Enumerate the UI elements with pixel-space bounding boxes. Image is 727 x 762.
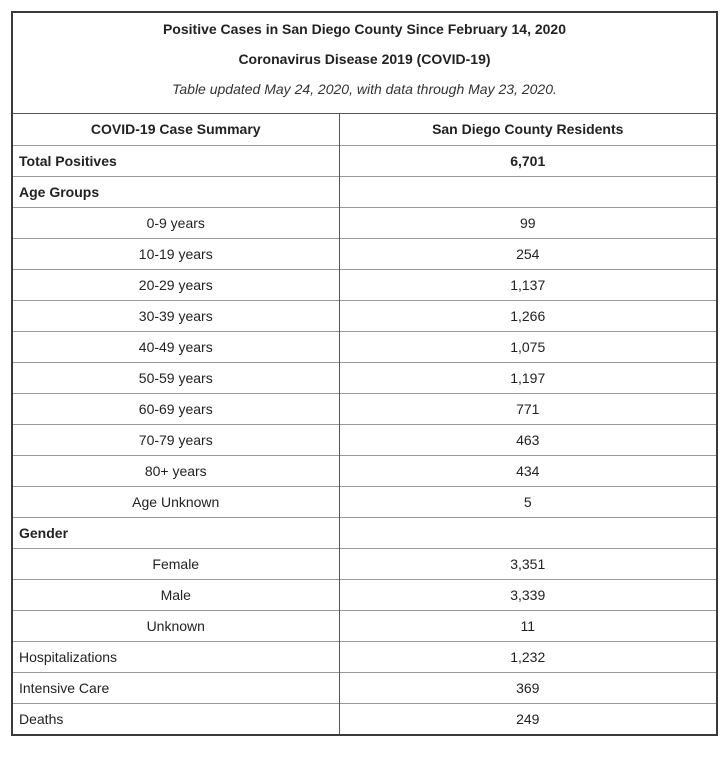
table-row [13, 207, 716, 238]
deaths-value: 249 [339, 703, 716, 734]
age-group-value: 1,075 [339, 331, 716, 362]
age-group-value: 254 [339, 238, 716, 269]
column-header-summary: COVID-19 Case Summary [13, 114, 339, 145]
gender-label: Male [13, 579, 339, 610]
age-group-value: 1,266 [339, 300, 716, 331]
age-group-label: 0-9 years [13, 207, 339, 238]
age-group-value: 434 [339, 455, 716, 486]
case-summary-table [13, 114, 716, 734]
deaths-label: Deaths [13, 703, 339, 734]
age-group-label: Age Unknown [13, 486, 339, 517]
gender-label: Female [13, 548, 339, 579]
table-row [13, 393, 716, 424]
age-groups-empty-cell [339, 176, 716, 207]
gender-value: 11 [339, 610, 716, 641]
age-group-label: 60-69 years [13, 393, 339, 424]
total-positives-row [13, 145, 716, 176]
gender-section-row [13, 517, 716, 548]
gender-value: 3,339 [339, 579, 716, 610]
total-positives-value: 6,701 [339, 145, 716, 176]
age-group-label: 10-19 years [13, 238, 339, 269]
age-group-value: 463 [339, 424, 716, 455]
table-row [13, 424, 716, 455]
table-row [13, 548, 716, 579]
age-group-label: 30-39 years [13, 300, 339, 331]
table-row [13, 300, 716, 331]
covid-summary-table-frame [11, 11, 718, 736]
gender-value: 3,351 [339, 548, 716, 579]
table-column-header-row [13, 114, 716, 145]
table-row [13, 269, 716, 300]
table-update-note: Table updated May 24, 2020, with data through May 23, 2020. [172, 81, 557, 97]
table-row [13, 362, 716, 393]
age-groups-heading: Age Groups [13, 176, 339, 207]
age-group-label: 80+ years [13, 455, 339, 486]
table-row [13, 610, 716, 641]
age-group-label: 40-49 years [13, 331, 339, 362]
table-row [13, 641, 716, 672]
table-subtitle: Coronavirus Disease 2019 (COVID-19) [238, 51, 491, 67]
age-group-label: 50-59 years [13, 362, 339, 393]
gender-label: Unknown [13, 610, 339, 641]
table-row [13, 703, 716, 734]
age-group-label: 20-29 years [13, 269, 339, 300]
age-group-value: 5 [339, 486, 716, 517]
gender-empty-cell [339, 517, 716, 548]
age-group-value: 1,137 [339, 269, 716, 300]
intensive-care-label: Intensive Care [13, 672, 339, 703]
table-row [13, 331, 716, 362]
column-header-residents: San Diego County Residents [432, 121, 624, 138]
age-groups-section-row [13, 176, 716, 207]
table-row [13, 579, 716, 610]
total-positives-label: Total Positives [13, 145, 339, 176]
table-title: Positive Cases in San Diego County Since February 14, 2020 [162, 21, 567, 37]
hospitalizations-label: Hospitalizations [13, 641, 339, 672]
hospitalizations-value: 1,232 [339, 641, 716, 672]
age-group-label: 70-79 years [13, 424, 339, 455]
table-header [13, 13, 716, 114]
table-row [13, 486, 716, 517]
table-row [13, 672, 716, 703]
table-row [13, 238, 716, 269]
age-group-value: 1,197 [339, 362, 716, 393]
age-group-value: 771 [339, 393, 716, 424]
table-row [13, 455, 716, 486]
gender-heading: Gender [13, 517, 339, 548]
intensive-care-value: 369 [339, 672, 716, 703]
age-group-value: 99 [339, 207, 716, 238]
